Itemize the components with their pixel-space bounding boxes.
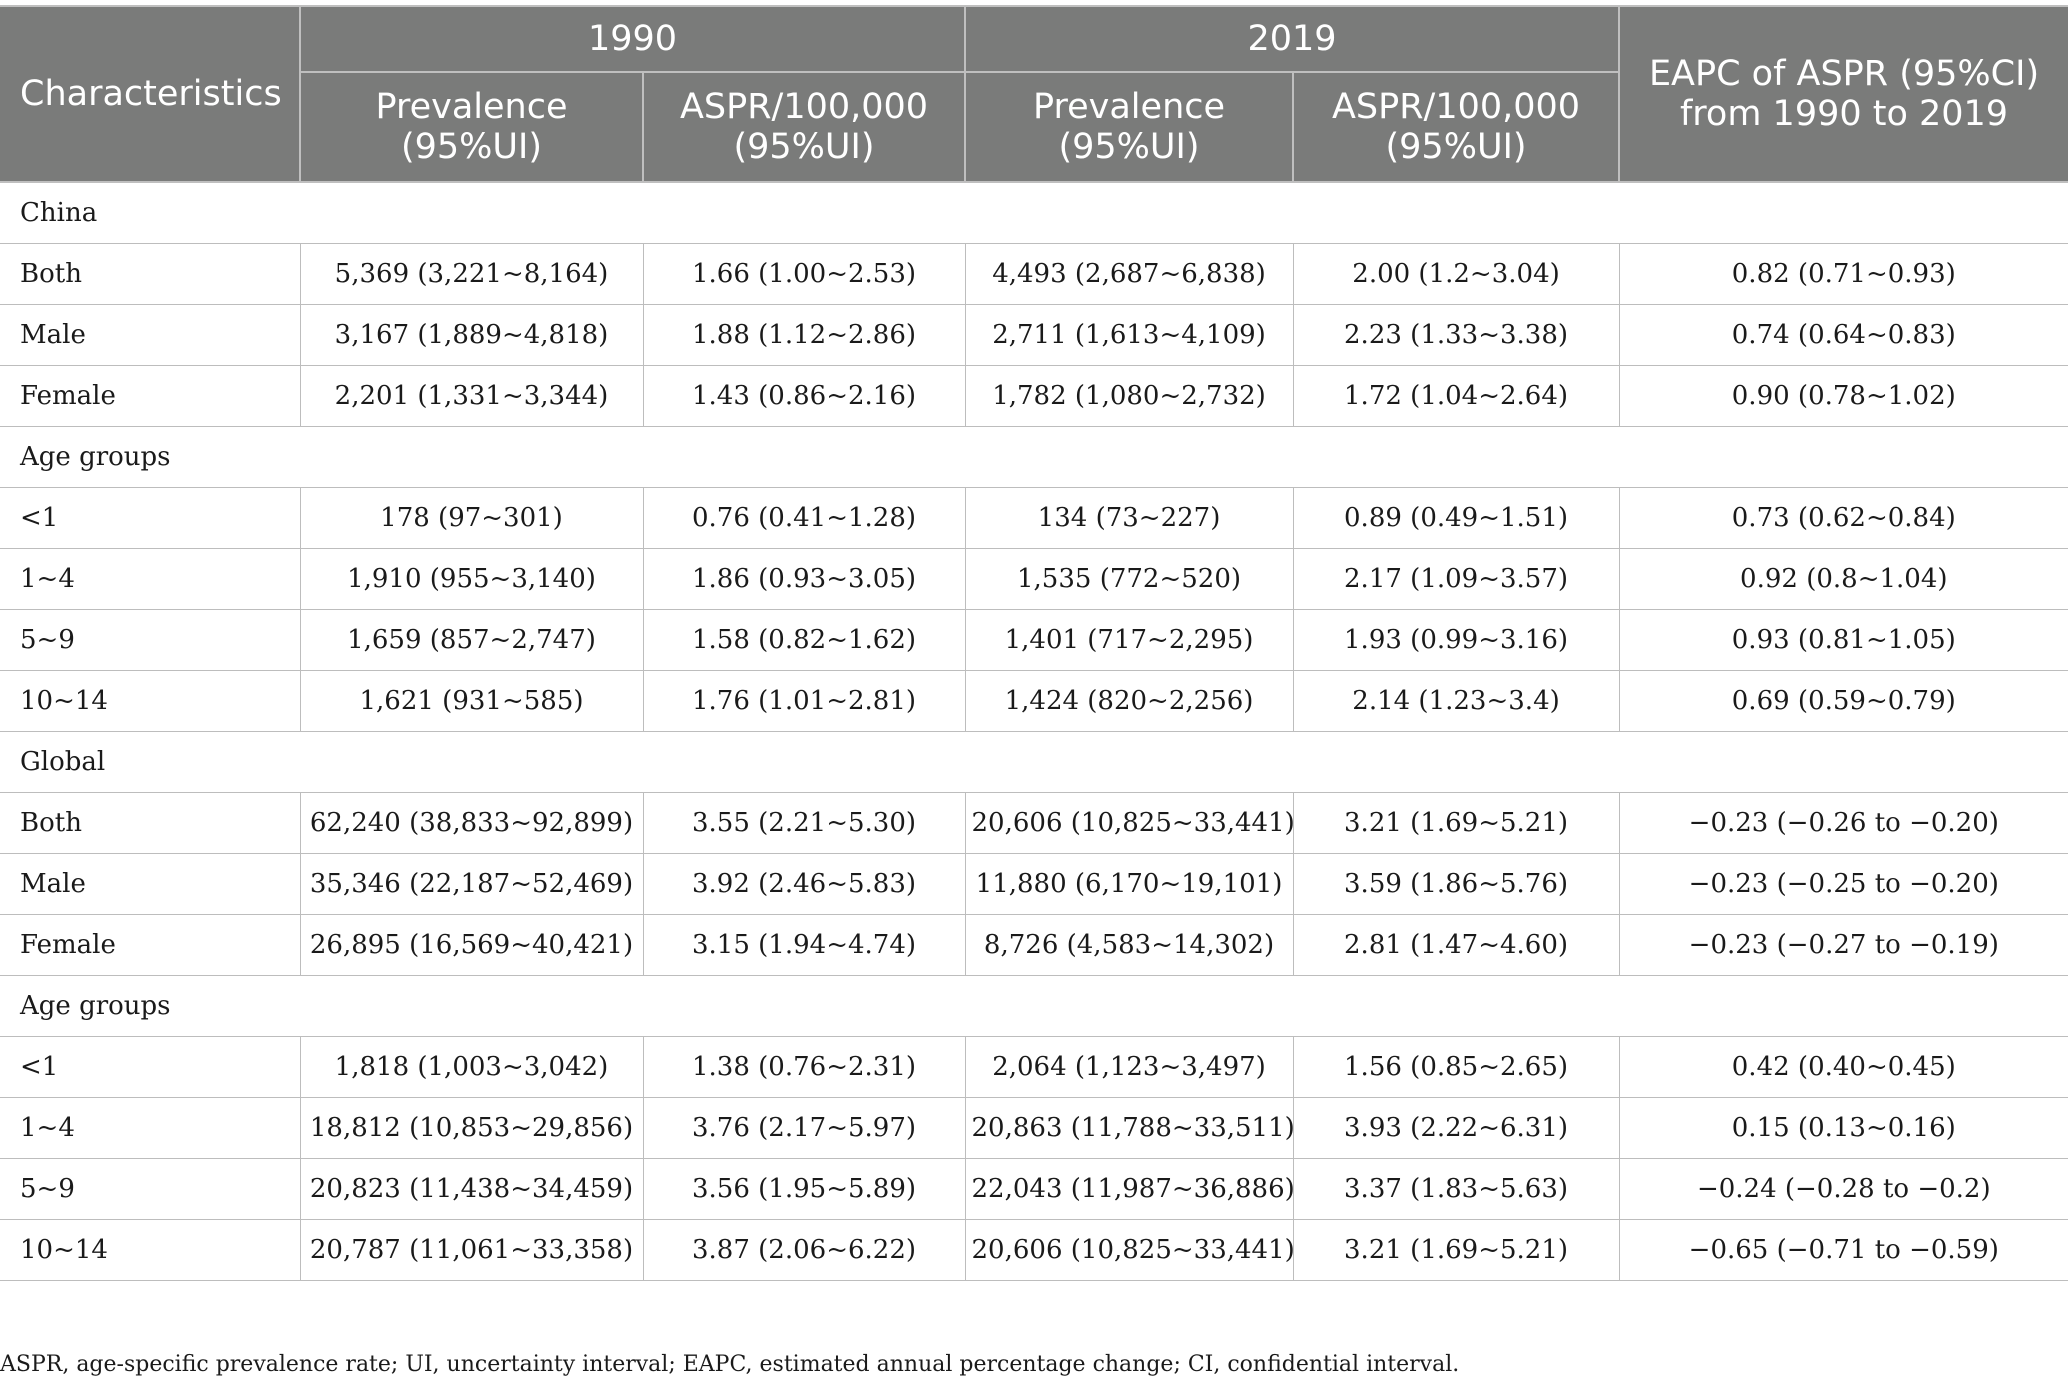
table-row [0, 549, 2068, 610]
row-label: Both [0, 244, 300, 305]
aspr-2019-cell: 3.37 (1.83~5.63) [1293, 1159, 1619, 1220]
table-row [0, 244, 2068, 305]
eapc-cell: 0.69 (0.59~0.79) [1619, 671, 2068, 732]
prevalence-1990-cell: 1,621 (931~585) [300, 671, 643, 732]
aspr-1990-cell: 3.55 (2.21~5.30) [643, 793, 965, 854]
section-row [0, 976, 2068, 1037]
eapc-cell: 0.42 (0.40~0.45) [1619, 1037, 2068, 1098]
eapc-cell: 0.93 (0.81~1.05) [1619, 610, 2068, 671]
section-row [0, 427, 2068, 488]
aspr-2019-cell: 1.93 (0.99~3.16) [1293, 610, 1619, 671]
aspr-2019-cell: 1.72 (1.04~2.64) [1293, 366, 1619, 427]
section-label: China [0, 182, 2068, 244]
header-characteristics: Characteristics [0, 6, 300, 182]
table-row [0, 793, 2068, 854]
aspr-1990-cell: 1.58 (0.82~1.62) [643, 610, 965, 671]
prevalence-2019-cell: 20,863 (11,788~33,511) [965, 1098, 1293, 1159]
row-label: 1~4 [0, 549, 300, 610]
header-year-1990: 1990 [300, 6, 965, 72]
prevalence-2019-cell: 1,424 (820~2,256) [965, 671, 1293, 732]
eapc-cell: 0.82 (0.71~0.93) [1619, 244, 2068, 305]
aspr-2019-cell: 1.56 (0.85~2.65) [1293, 1037, 1619, 1098]
eapc-cell: −0.23 (−0.25 to −0.20) [1619, 854, 2068, 915]
aspr-1990-cell: 1.86 (0.93~3.05) [643, 549, 965, 610]
eapc-cell: −0.65 (−0.71 to −0.59) [1619, 1220, 2068, 1281]
eapc-cell: 0.15 (0.13~0.16) [1619, 1098, 2068, 1159]
header-prevalence-1990 [300, 72, 643, 182]
header-aspr-label: ASPR/100,000 [679, 87, 929, 127]
eapc-cell: 0.73 (0.62~0.84) [1619, 488, 2068, 549]
row-label: 1~4 [0, 1098, 300, 1159]
table-row [0, 488, 2068, 549]
table-row [0, 1037, 2068, 1098]
prevalence-1990-cell: 5,369 (3,221~8,164) [300, 244, 643, 305]
header-prevalence-label: Prevalence [1033, 87, 1226, 127]
prevalence-2019-cell: 1,782 (1,080~2,732) [965, 366, 1293, 427]
prevalence-1990-cell: 35,346 (22,187~52,469) [300, 854, 643, 915]
aspr-1990-cell: 1.66 (1.00~2.53) [643, 244, 965, 305]
header-aspr-ui: (95%UI) [1385, 127, 1527, 167]
header-eapc-line2: from 1990 to 2019 [1679, 94, 2009, 134]
header-prevalence-2019 [965, 72, 1293, 182]
header-prevalence-ui: (95%UI) [1058, 127, 1200, 167]
table-row [0, 854, 2068, 915]
prevalence-2019-cell: 134 (73~227) [965, 488, 1293, 549]
table-footnote: ASPR, age-specific prevalence rate; UI, uncertainty interval; EAPC, estimated annual percentage change; CI, confidential interval. [0, 1352, 1460, 1377]
eapc-cell: 0.74 (0.64~0.83) [1619, 305, 2068, 366]
row-label: 10~14 [0, 671, 300, 732]
prevalence-1990-cell: 178 (97~301) [300, 488, 643, 549]
row-label: Male [0, 305, 300, 366]
prevalence-2019-cell: 20,606 (10,825~33,441) [965, 1220, 1293, 1281]
header-eapc [1619, 6, 2068, 182]
eapc-cell: −0.23 (−0.26 to −0.20) [1619, 793, 2068, 854]
aspr-1990-cell: 1.38 (0.76~2.31) [643, 1037, 965, 1098]
table-row [0, 915, 2068, 976]
aspr-2019-cell: 0.89 (0.49~1.51) [1293, 488, 1619, 549]
header-aspr-label: ASPR/100,000 [1331, 87, 1581, 127]
table-body [0, 182, 2068, 1281]
row-label: Male [0, 854, 300, 915]
header-prevalence-ui: (95%UI) [400, 127, 543, 167]
prevalence-2019-cell: 2,064 (1,123~3,497) [965, 1037, 1293, 1098]
aspr-1990-cell: 0.76 (0.41~1.28) [643, 488, 965, 549]
table-row [0, 1159, 2068, 1220]
aspr-2019-cell: 2.14 (1.23~3.4) [1293, 671, 1619, 732]
prevalence-2019-cell: 11,880 (6,170~19,101) [965, 854, 1293, 915]
header-aspr-1990 [643, 72, 965, 182]
row-label: 5~9 [0, 610, 300, 671]
aspr-2019-cell: 2.23 (1.33~3.38) [1293, 305, 1619, 366]
prevalence-1990-cell: 20,787 (11,061~33,358) [300, 1220, 643, 1281]
prevalence-1990-cell: 1,910 (955~3,140) [300, 549, 643, 610]
prevalence-2019-cell: 20,606 (10,825~33,441) [965, 793, 1293, 854]
prevalence-1990-cell: 2,201 (1,331~3,344) [300, 366, 643, 427]
prevalence-1990-cell: 62,240 (38,833~92,899) [300, 793, 643, 854]
aspr-1990-cell: 3.76 (2.17~5.97) [643, 1098, 965, 1159]
table-row [0, 610, 2068, 671]
table-row [0, 1220, 2068, 1281]
row-label: Female [0, 366, 300, 427]
aspr-1990-cell: 1.76 (1.01~2.81) [643, 671, 965, 732]
section-label: Global [0, 732, 2068, 793]
prevalence-2019-cell: 8,726 (4,583~14,302) [965, 915, 1293, 976]
row-label: Both [0, 793, 300, 854]
row-label: <1 [0, 488, 300, 549]
prevalence-2019-cell: 22,043 (11,987~36,886) [965, 1159, 1293, 1220]
section-label: Age groups [0, 427, 2068, 488]
prevalence-2019-cell: 1,535 (772~520) [965, 549, 1293, 610]
prevalence-table-container [0, 5, 2068, 1281]
aspr-1990-cell: 3.56 (1.95~5.89) [643, 1159, 965, 1220]
eapc-cell: −0.23 (−0.27 to −0.19) [1619, 915, 2068, 976]
aspr-2019-cell: 3.93 (2.22~6.31) [1293, 1098, 1619, 1159]
table-row [0, 366, 2068, 427]
prevalence-2019-cell: 2,711 (1,613~4,109) [965, 305, 1293, 366]
aspr-2019-cell: 3.21 (1.69~5.21) [1293, 1220, 1619, 1281]
table-row [0, 1098, 2068, 1159]
table-header [0, 6, 2068, 182]
aspr-1990-cell: 3.92 (2.46~5.83) [643, 854, 965, 915]
aspr-2019-cell: 2.00 (1.2~3.04) [1293, 244, 1619, 305]
section-row [0, 182, 2068, 244]
table-row [0, 671, 2068, 732]
prevalence-2019-cell: 4,493 (2,687~6,838) [965, 244, 1293, 305]
eapc-cell: 0.92 (0.8~1.04) [1619, 549, 2068, 610]
eapc-cell: 0.90 (0.78~1.02) [1619, 366, 2068, 427]
aspr-2019-cell: 2.81 (1.47~4.60) [1293, 915, 1619, 976]
header-year-2019: 2019 [965, 6, 1619, 72]
aspr-2019-cell: 2.17 (1.09~3.57) [1293, 549, 1619, 610]
row-label: <1 [0, 1037, 300, 1098]
table-row [0, 305, 2068, 366]
header-prevalence-label: Prevalence [375, 87, 568, 127]
prevalence-1990-cell: 3,167 (1,889~4,818) [300, 305, 643, 366]
header-aspr-2019 [1293, 72, 1619, 182]
aspr-2019-cell: 3.59 (1.86~5.76) [1293, 854, 1619, 915]
row-label: Female [0, 915, 300, 976]
prevalence-1990-cell: 1,659 (857~2,747) [300, 610, 643, 671]
row-label: 10~14 [0, 1220, 300, 1281]
prevalence-1990-cell: 1,818 (1,003~3,042) [300, 1037, 643, 1098]
prevalence-table [0, 5, 2068, 1281]
aspr-1990-cell: 3.87 (2.06~6.22) [643, 1220, 965, 1281]
header-aspr-ui: (95%UI) [733, 127, 875, 167]
row-label: 5~9 [0, 1159, 300, 1220]
aspr-1990-cell: 1.88 (1.12~2.86) [643, 305, 965, 366]
prevalence-1990-cell: 20,823 (11,438~34,459) [300, 1159, 643, 1220]
aspr-1990-cell: 3.15 (1.94~4.74) [643, 915, 965, 976]
eapc-cell: −0.24 (−0.28 to −0.2) [1619, 1159, 2068, 1220]
prevalence-1990-cell: 18,812 (10,853~29,856) [300, 1098, 643, 1159]
section-row [0, 732, 2068, 793]
prevalence-2019-cell: 1,401 (717~2,295) [965, 610, 1293, 671]
header-eapc-line1: EAPC of ASPR (95%CI) [1648, 54, 2040, 94]
section-label: Age groups [0, 976, 2068, 1037]
aspr-2019-cell: 3.21 (1.69~5.21) [1293, 793, 1619, 854]
aspr-1990-cell: 1.43 (0.86~2.16) [643, 366, 965, 427]
prevalence-1990-cell: 26,895 (16,569~40,421) [300, 915, 643, 976]
